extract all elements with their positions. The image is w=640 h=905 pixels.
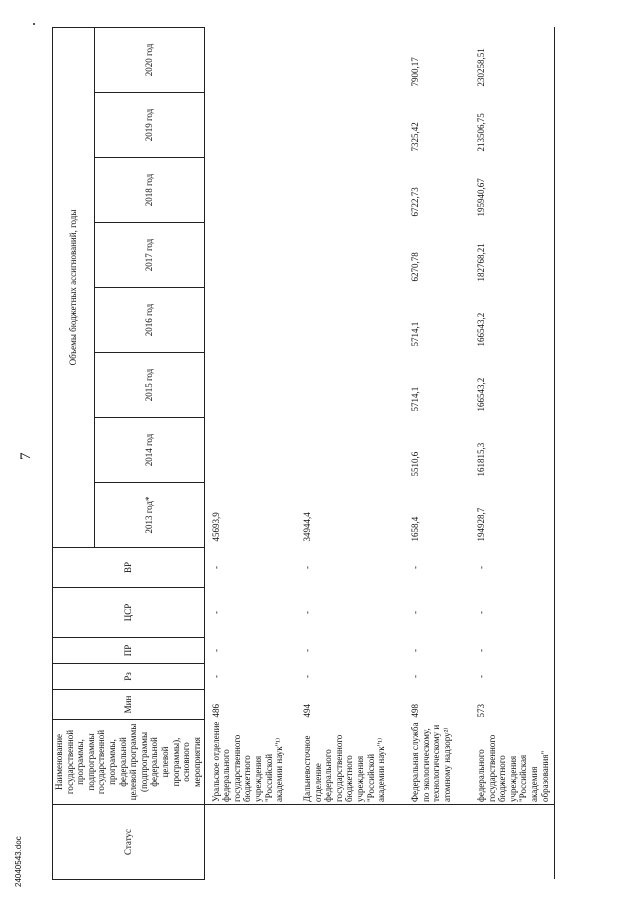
row-rz: - xyxy=(210,675,221,678)
row-value: 161815,3 xyxy=(470,418,554,483)
row-value xyxy=(296,288,404,353)
row-value xyxy=(204,418,296,483)
row-vr: - xyxy=(470,548,554,588)
row-value: 5510,6 xyxy=(410,451,421,477)
row-value xyxy=(296,418,404,483)
table-row xyxy=(404,27,470,879)
row-rz: - xyxy=(410,675,421,678)
row-min: 498 xyxy=(410,704,421,718)
row-value xyxy=(204,27,296,92)
row-min: 573 xyxy=(470,690,554,720)
row-pr: - xyxy=(410,649,421,652)
row-value: 166543,2 xyxy=(470,288,554,353)
row-pr: - xyxy=(470,638,554,664)
row-value: 194928,7 xyxy=(470,483,554,548)
row-value xyxy=(296,93,404,158)
row-value xyxy=(296,27,404,92)
row-name: Уральское отделение федерального государственного бюджетного учреждения "Российской академии наук"¹⁾ xyxy=(210,721,285,802)
header-csr: ЦСР xyxy=(53,588,205,638)
row-status xyxy=(296,805,404,880)
row-value: 166543,2 xyxy=(470,353,554,418)
header-year: 2019 год xyxy=(94,93,204,158)
row-value: 230258,51 xyxy=(470,27,554,92)
row-value xyxy=(296,353,404,418)
row-vr: - xyxy=(302,566,313,569)
page-number: 7 xyxy=(18,452,34,460)
row-value xyxy=(204,158,296,223)
row-status xyxy=(470,805,554,880)
row-value: 6270,78 xyxy=(410,252,421,282)
header-vr: ВР xyxy=(53,548,205,588)
header-row xyxy=(53,27,95,879)
table-row xyxy=(296,27,404,879)
header-year: 2013 год* xyxy=(94,483,204,548)
row-value: 182768,21 xyxy=(470,223,554,288)
row-pr: - xyxy=(210,649,221,652)
header-year: 2014 год xyxy=(94,418,204,483)
row-vr: - xyxy=(410,566,421,569)
row-value: 195940,67 xyxy=(470,158,554,223)
row-value: 5714,1 xyxy=(410,386,421,412)
header-year: 2016 год xyxy=(94,288,204,353)
header-year: 2018 год xyxy=(94,158,204,223)
row-value: 1658,4 xyxy=(410,516,421,542)
row-value: 5714,1 xyxy=(410,321,421,347)
row-pr: - xyxy=(302,649,313,652)
header-year: 2017 год xyxy=(94,223,204,288)
row-name: Дальневосточное отделение федерального государственного бюджетного учреждения "Российской академии наук"¹⁾ xyxy=(302,734,387,802)
header-status: Статус xyxy=(53,805,205,880)
row-name: федерального государственного бюджетного учреждения "Российская академия образования" xyxy=(470,720,554,805)
row-value xyxy=(204,223,296,288)
scan-mark xyxy=(33,23,35,25)
row-csr: - xyxy=(210,611,221,614)
row-value: 213506,75 xyxy=(470,93,554,158)
row-status xyxy=(204,805,296,880)
row-vr: - xyxy=(210,566,221,569)
header-name: Наименование государственной программы, подпрограммы государственной программы, федеральной целевой программы (подпрограммы федеральной целевой программы), основного мероприятия xyxy=(53,720,205,805)
row-value: 6722,73 xyxy=(410,187,421,217)
header-year: 2015 год xyxy=(94,353,204,418)
row-value xyxy=(296,158,404,223)
row-value xyxy=(296,223,404,288)
header-volumes: Объемы бюджетных ассигнований, годы xyxy=(53,27,95,547)
header-year: 2020 год xyxy=(94,27,204,92)
row-value xyxy=(204,288,296,353)
budget-table xyxy=(52,27,555,880)
row-value: 34944,4 xyxy=(302,512,313,542)
row-csr: - xyxy=(410,611,421,614)
row-value xyxy=(204,93,296,158)
row-name: Федеральная служба по экологическому, технологическому и атомному надзору²⁾ xyxy=(410,722,452,802)
row-min: 494 xyxy=(302,704,313,718)
row-status xyxy=(404,805,470,880)
header-pr: ПР xyxy=(53,638,205,664)
table-row xyxy=(470,27,554,879)
row-csr: - xyxy=(302,611,313,614)
row-rz: - xyxy=(302,675,313,678)
document-id: 24040543.doc xyxy=(14,836,23,887)
row-value xyxy=(204,353,296,418)
row-value: 7325,42 xyxy=(410,122,421,152)
row-value: 45693,9 xyxy=(210,512,221,542)
row-value: 7900,17 xyxy=(410,57,421,87)
table-row xyxy=(204,27,296,879)
row-rz: - xyxy=(470,664,554,690)
row-csr: - xyxy=(470,588,554,638)
header-min: Мин xyxy=(53,690,205,720)
header-rz: Рз xyxy=(53,664,205,690)
row-min: 486 xyxy=(210,704,221,718)
